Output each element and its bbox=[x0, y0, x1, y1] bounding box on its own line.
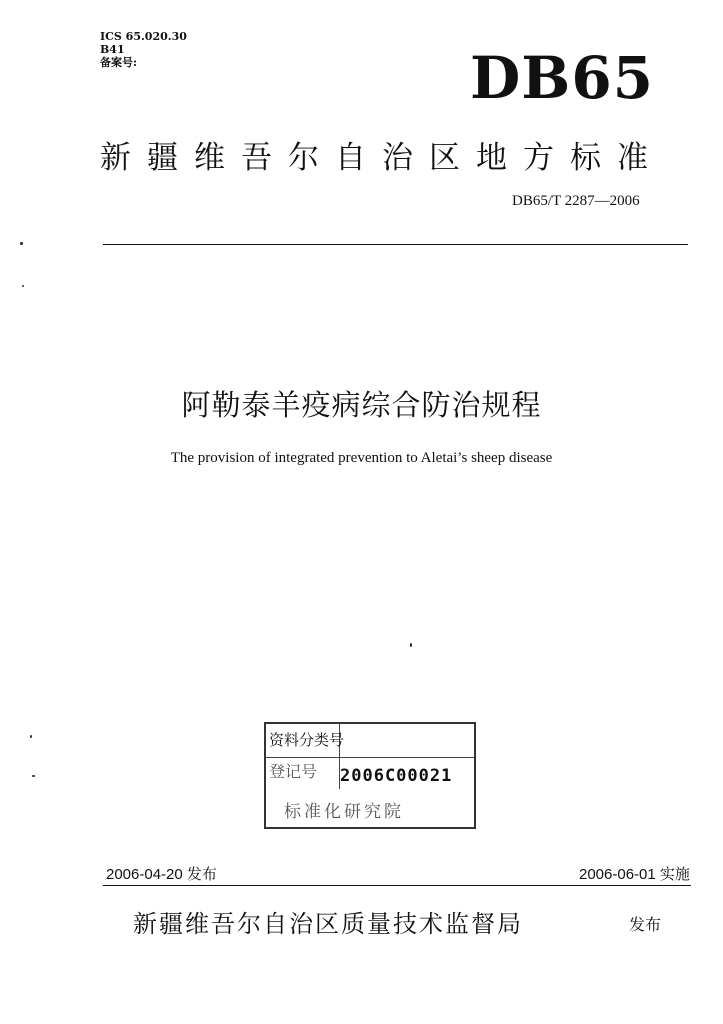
classification-code: B41 bbox=[100, 43, 125, 56]
standard-number: DB65/T 2287—2006 bbox=[512, 193, 640, 209]
standard-type: 新疆维吾尔自治区地方标准 bbox=[100, 140, 664, 176]
issuing-verb: 发布 bbox=[629, 915, 662, 934]
scan-speck bbox=[32, 775, 35, 777]
header-codes bbox=[100, 30, 187, 69]
top-divider bbox=[103, 244, 688, 245]
scan-speck bbox=[410, 643, 412, 647]
stamp-organization: 标准化研究院 bbox=[284, 802, 404, 822]
document-title: 阿勒泰羊疫病综合防治规程 bbox=[181, 388, 542, 422]
scan-speck bbox=[30, 735, 32, 738]
scan-speck bbox=[20, 242, 23, 245]
standard-logo: DB65 bbox=[470, 44, 655, 112]
issuing-authority: 新疆维吾尔自治区质量技术监督局 bbox=[133, 910, 523, 938]
implement-date: 2006-06-01 实施 bbox=[579, 866, 690, 883]
bottom-divider bbox=[103, 885, 691, 886]
document-title-english: The provision of integrated prevention to Aletai’s sheep disease bbox=[170, 450, 553, 466]
stamp-register-number: 2006C00021 bbox=[340, 766, 453, 786]
archive-stamp bbox=[264, 722, 476, 829]
stamp-row-category bbox=[266, 724, 474, 758]
record-number-label: 备案号: bbox=[100, 56, 138, 69]
stamp-register-label: 登记号 bbox=[266, 757, 340, 789]
scan-speck bbox=[22, 285, 24, 287]
ics-code: ICS 65.020.30 bbox=[100, 30, 187, 43]
publish-date: 2006-04-20 发布 bbox=[106, 866, 217, 883]
stamp-category-label: 资料分类号 bbox=[266, 724, 340, 757]
